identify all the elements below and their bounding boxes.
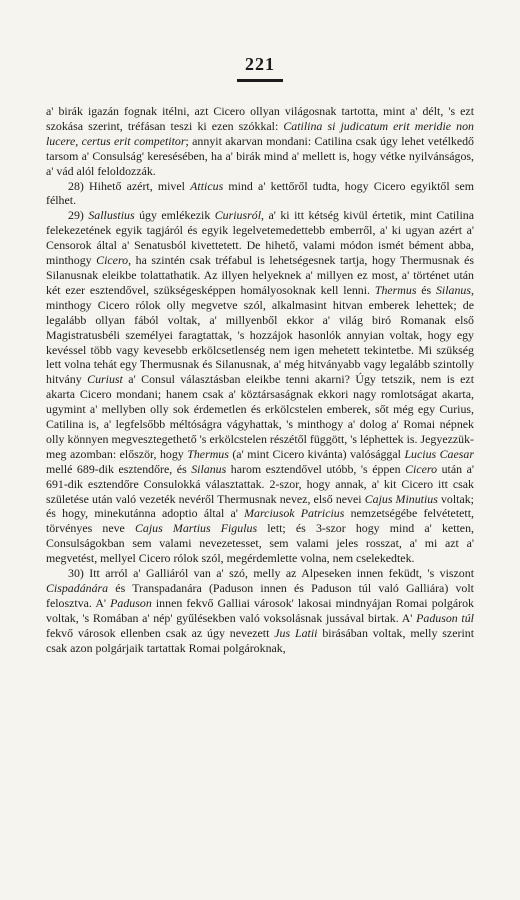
text-run: (a' mint Cicero kivánta) valósággal xyxy=(228,446,405,461)
text-run: ; annyit akarvan mondani: Catilina csak úgy lehet vetélkedő tarsom a' Consulság' keresésében, ha a' birák mind a' mellett is, hogy vétke nyilvánságos, a' vád alól feloldozzák. xyxy=(46,133,474,178)
text-run: , ha szintén csak tréfabul is lehetségesnek tartja, hogy Thermusnak és Silanusnak eleikbe tolattathatik. Az illyen helyeknek a' millyen ez most, a' történet után két ezer esztendővel, szükségesképpen homályosoknak kell lenni. xyxy=(46,253,474,297)
italic-text: Cispadánára xyxy=(46,581,109,595)
italic-text: Marciusok Patricius xyxy=(244,506,345,521)
paragraph xyxy=(46,566,474,655)
body-text xyxy=(46,104,474,656)
italic-text: Sallustius xyxy=(88,208,135,223)
italic-text: Thermus xyxy=(187,446,229,461)
text-run: , a' ki itt kétség kivül értetik, mint Catilina felekezetének egyik tagjáról és egyik legelvetemedettebb emberről, a' ki ugyan azért a' Censorok által a' Senatusból kivettetett. De hihető, valami módon ismét bément abba, minthogy xyxy=(46,208,475,268)
text-run: után a' 691-dik esztendőre Consulokká választattak. 2-szor, hogy annak, a' kit Cicero itt csak születése után való vezeték nevéről Thermusnak nevez, első nevei xyxy=(46,461,474,506)
text-run: innen fekvő Galliai városok' lakosai mindnyájan Romai polgárok voltak, 's Romában a' nép' gyűlésekben való voksolásnak jussával birtak. A' xyxy=(46,595,474,625)
italic-text: Cajus Martius Figulus xyxy=(135,521,258,536)
text-run: lett; és 3-szor hogy mind a' ketten, Consulságokban sem valami nevezetesset, sem valami jeles rosszat, a' mi azt a' megvetést, mellyel Cicero rólok szól, megérdemlette volna, nem cselekedtek. xyxy=(46,521,474,566)
italic-text: Cicero xyxy=(96,253,129,268)
italic-text: Paduson túl xyxy=(416,610,474,625)
text-run: a' birák igazán fognak itélni, azt Cicero ollyan világosnak tartotta, mint a' délt, 's ezt szokása szerint, tréfásan teszi ki ezen szókkal: xyxy=(46,104,474,133)
italic-text: Lucius Caesar xyxy=(404,446,474,461)
text-run: harom esztendővel utóbb, 's éppen xyxy=(226,461,406,476)
text-run: birásában voltak, melly szerint csak azon polgárjaik tartattak Romai polgároknak, xyxy=(46,625,475,655)
italic-text: Cajus Minutius xyxy=(364,491,438,506)
text-run: fekvő városok ellenben csak az úgy nevezett xyxy=(46,625,275,640)
text-run: mind a' kettőről tudta, hogy Cicero egyiktől sem félhet. xyxy=(46,178,474,208)
italic-text: Paduson xyxy=(110,595,152,610)
text-run: voltak; és hogy, minekutánna adoptio által a' xyxy=(46,491,474,521)
italic-text: Jus Latii xyxy=(274,625,318,640)
page-number: 221 xyxy=(245,54,275,74)
italic-text: Cicero xyxy=(405,461,438,476)
italic-text: Atticus xyxy=(190,178,224,193)
text-run: és Transpadanára (Paduson innen és Paduson túl való Galliára) volt felosztva. A' xyxy=(46,581,474,610)
italic-text: Thermus xyxy=(374,282,417,297)
italic-text: Silanus xyxy=(435,282,472,297)
italic-text: Curiusról xyxy=(214,208,262,223)
text-run: , minthogy Cicero rólok olly megvetve szól, alkalmasint hitvan emberek lehettek; de legalább ollyan fából voltak, a' millyenből ekkor a' világ biró Romanak első Magistratusbéli személyei faragtattak, 's hozzájok hasonlók annyian voltak, hogy egy kevéssel több vagy kevesebb erkölcsetlenség nem igen mehetett tekintetbe. Mi szükség lett volna tehát egy Thermusnak és Silanusnak, a' még hitványabb vagy legalább szintolly hitvány xyxy=(46,282,474,387)
italic-text: Silanus xyxy=(191,461,227,476)
text-run: a' Consul választásban eleikbe tenni akarni? Úgy tetszik, nem is ezt akarta Cicero mondani; hanem csak a' köztársaságnak ekkori nagy romlotságat akarta, ugymint a' mellyben olly sok érdemetlen és erkölcstelen emberek, sőt még egy Curius, Catilina is, a' legfelsőbb méltóságra vágyhattak, 's minthogy a' dolog a' Romai népnek olly könnyen megvesztegethető 's erkölcstelen részétől függött, 's léphettek is. Jegyezzük-meg azomban: először, hogy xyxy=(46,372,475,461)
text-run: 28) Hihető azért, mivel xyxy=(68,178,191,193)
text-run: 30) Itt arról a' Galliáról van a' szó, melly az Alpeseken innen feküdt, 's viszont xyxy=(68,566,474,581)
text-run: 29) xyxy=(68,208,89,223)
paragraph xyxy=(46,104,474,179)
italic-text: Curiust xyxy=(87,372,123,387)
text-run: úgy emlékezik xyxy=(134,208,215,223)
text-run: és xyxy=(416,282,436,297)
italic-text: Catilina si judicatum erit meridie non lucere, certus erit competitor xyxy=(46,118,474,148)
paragraph xyxy=(46,208,474,566)
text-run: mellé 689-dik esztendőre, és xyxy=(46,461,192,476)
paragraph xyxy=(46,179,474,209)
text-run: nemzetségébe felvétetett, törvényes neve xyxy=(46,506,474,536)
header-rule xyxy=(237,79,283,82)
